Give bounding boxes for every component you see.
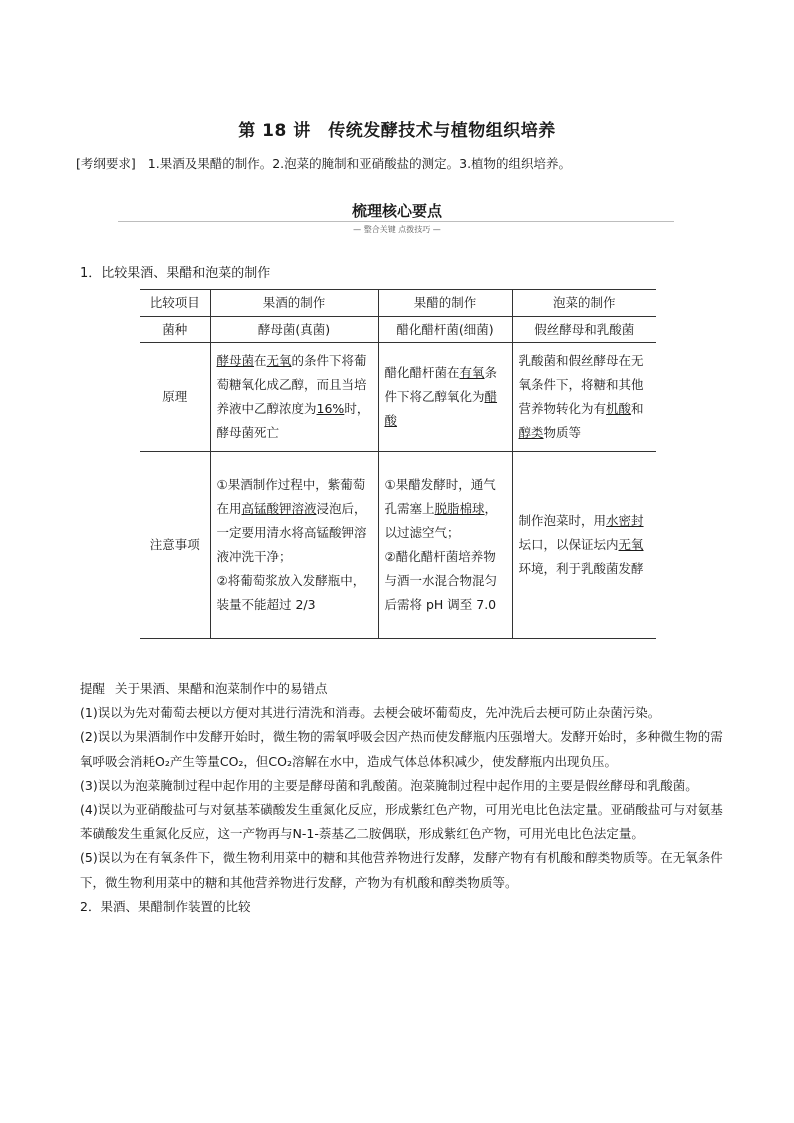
text-span: 乳酸菌和假丝酵母在无氧条件下，将糖和其他营养物转化为有 — [518, 353, 644, 416]
text-span: 条件下将乙醇氧化为 — [384, 365, 498, 404]
row-label: 菌种 — [140, 317, 210, 343]
keyword: 16% — [316, 401, 345, 416]
table-row-principle — [140, 343, 656, 452]
text-span: 物质等 — [543, 425, 582, 440]
keyword: 有氧 — [459, 365, 485, 380]
table-cell — [378, 343, 512, 452]
text-span: 浸泡后，一定要用清水将高锰酸钾溶液冲洗干净； — [216, 501, 367, 564]
table-cell: 假丝酵母和乳酸菌 — [512, 317, 656, 343]
header-cell: 比较项目 — [140, 290, 210, 317]
tips-section — [80, 677, 726, 919]
tips-label: 提醒 — [80, 681, 106, 696]
keyword: 醋酸 — [384, 389, 498, 428]
exam-requirements — [76, 154, 571, 172]
text-span: 的条件下将葡萄糖氧化成乙醇，而且当培养液中乙醇浓度为 — [216, 353, 367, 416]
text-span: ②醋化醋杆菌培养物与酒一水混合物混匀后需将 pH 调至 7.0 — [384, 549, 498, 612]
table-cell: 酵母菌(真菌) — [210, 317, 378, 343]
section-title: 梳理核心要点 — [351, 202, 442, 220]
text-span: 环境，利于乳酸菌发酵 — [518, 561, 644, 576]
header-cell: 泡菜的制作 — [512, 290, 656, 317]
table-header-row — [140, 290, 656, 317]
table-cell — [512, 343, 656, 452]
table-cell — [210, 452, 378, 639]
text-span: 醋化醋杆菌在 — [384, 365, 460, 380]
header-cell: 果醋的制作 — [378, 290, 512, 317]
section-divider — [118, 221, 674, 222]
keyword: 醇类 — [518, 425, 544, 440]
keyword: 水密封 — [606, 513, 644, 528]
text-span: ②将葡萄浆放入发酵瓶中，装量不能超过 2/3 — [216, 573, 366, 612]
tips-title: 关于果酒、果醋和泡菜制作中的易错点 — [115, 681, 328, 696]
text-span: 和 — [631, 401, 644, 416]
keyword: 无氧 — [266, 353, 292, 368]
tips-heading — [80, 677, 726, 701]
text-span: 时，酵母菌死亡 — [216, 401, 370, 440]
heading-compare-devices: 2．果酒、果醋制作装置的比较 — [80, 898, 251, 914]
header-cell: 果酒的制作 — [210, 290, 378, 317]
keyword: 机酸 — [606, 401, 632, 416]
text-span: ，以过滤空气； — [384, 501, 498, 540]
heading-compare-production: 1．比较果酒、果醋和泡菜的制作 — [80, 266, 271, 281]
table-cell: 醋化醋杆菌(细菌) — [378, 317, 512, 343]
table-cell — [378, 452, 512, 639]
keyword: 高锰酸钾溶液 — [241, 501, 317, 516]
comparison-table — [140, 289, 656, 639]
table-cell — [512, 452, 656, 639]
section-subtitle: — 整合关键 点拨技巧 — — [353, 225, 441, 234]
text-span: 制作泡菜时，用 — [518, 513, 607, 528]
page-title: 第 18 讲 传统发酵技术与植物组织培养 — [238, 121, 556, 141]
text-span: 在 — [254, 353, 267, 368]
tip-item: (1)误以为先对葡萄去梗以方便对其进行清洗和消毒。去梗会破坏葡萄皮，先冲洗后去梗可防止杂菌污染。 — [80, 705, 661, 721]
tip-item: (2)误以为果酒制作中发酵开始时，微生物的需氧呼吸会因产热而使发酵瓶内压强增大。发酵开始时，多种微生物的需氧呼吸会消耗O₂产生等量CO₂，但CO₂溶解在水中，造成气体总体积减少，使发酵瓶内出现负压。 — [80, 729, 723, 769]
keyword: 脱脂棉球 — [434, 501, 485, 516]
requirements-label: [考纲要求] — [76, 156, 136, 171]
text-span: ①果醋发酵时，通气孔需塞上 — [384, 477, 496, 516]
table-row-notes — [140, 452, 656, 639]
tip-item: (4)误以为亚硝酸盐可与对氨基苯磺酸发生重氮化反应，形成紫红色产物，可用光电比色法定量。亚硝酸盐可与对氨基苯磺酸发生重氮化反应，这一产物再与N-1-萘基乙二胺偶联，形成紫红色产物，可用光电比色法定量。 — [80, 802, 723, 842]
tip-item: (5)误以为在有氧条件下，微生物利用菜中的糖和其他营养物进行发酵，发酵产物有有机酸和醇类物质等。在无氧条件下，微生物利用菜中的糖和其他营养物进行发酵，产物为有机酸和醇类物质等。 — [80, 850, 723, 890]
table-cell — [210, 343, 378, 452]
table-row-species — [140, 317, 656, 343]
keyword: 酵母菌 — [216, 353, 255, 368]
text-span: ①果酒制作过程中，紫葡萄在用 — [216, 477, 366, 516]
row-label: 原理 — [140, 343, 210, 452]
row-label: 注意事项 — [140, 452, 210, 639]
tip-item: (3)误以为泡菜腌制过程中起作用的主要是酵母菌和乳酸菌。泡菜腌制过程中起作用的主要是假丝酵母和乳酸菌。 — [80, 777, 698, 793]
text-span: 坛口，以保证坛内 — [518, 537, 619, 552]
requirements-text: 1.果酒及果醋的制作。2.泡菜的腌制和亚硝酸盐的测定。3.植物的组织培养。 — [147, 156, 572, 171]
keyword: 无氧 — [618, 537, 644, 552]
